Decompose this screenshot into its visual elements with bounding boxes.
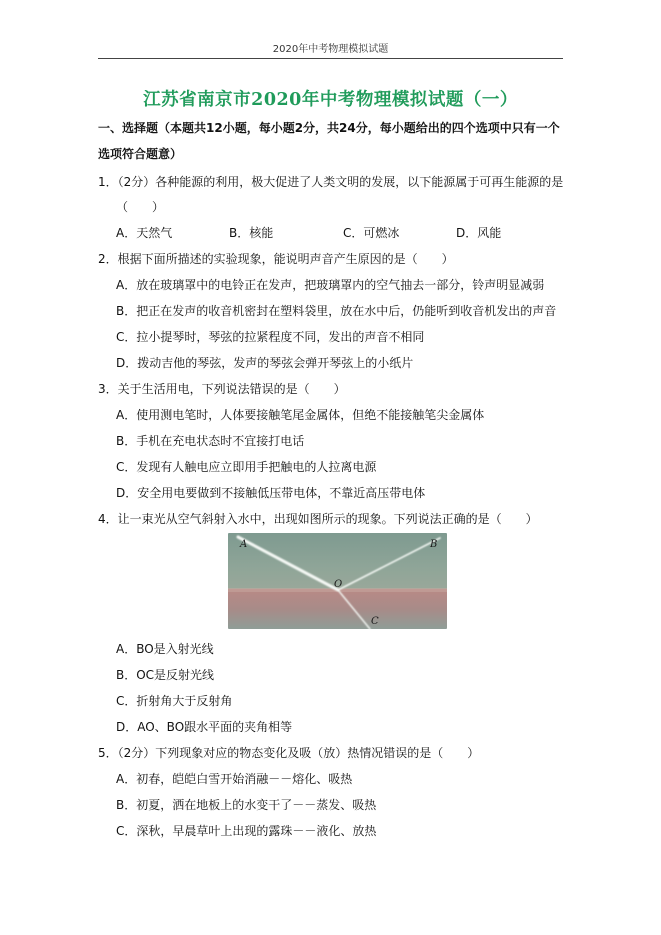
figure-label-o: O [334,579,343,590]
q4-option-a: A．BO是入射光线 [116,642,214,656]
q1-paren: （ ） [116,200,165,214]
q2-option-b: B．把正在发声的收音机密封在塑料袋里，放在水中后，仍能听到收音机发出的声音 [116,304,557,318]
section-heading-line1: 一、选择题（本题共12小题，每小题2分，共24分，每小题给出的四个选项中只有一个 [98,121,560,135]
page-header: 2020年中考物理模拟试题 [272,44,389,55]
q1-option-c: C．可燃冰 [343,226,400,240]
q1-option-b: B．核能 [229,226,274,240]
q3-option-a: A．使用测电笔时，人体要接触笔尾金属体，但绝不能接触笔尖金属体 [116,408,485,422]
q1-stem: 1．（2分）各种能源的利用，极大促进了人类文明的发展，以下能源属于可再生能源的是 [98,175,564,189]
q1-option-a: A．天然气 [116,226,173,240]
q2-stem: 2．根据下面所描述的实验现象，能说明声音产生原因的是（ ） [98,252,454,266]
figure-label-c: C [371,616,379,627]
q2-option-a: A．放在玻璃罩中的电铃正在发声，把玻璃罩内的空气抽去一部分，铃声明显减弱 [116,278,545,292]
refraction-photo [228,533,447,629]
q3-option-d: D．安全用电要做到不接触低压带电体，不靠近高压带电体 [116,486,426,500]
q2-option-c: C．拉小提琴时，琴弦的拉紧程度不同，发出的声音不相同 [116,330,425,344]
q3-option-b: B．手机在充电状态时不宜接打电话 [116,434,305,448]
q5-option-a: A．初春，皑皑白雪开始消融－－熔化、吸热 [116,772,353,786]
q4-option-d: D．AO、BO跟水平面的夹角相等 [116,720,293,734]
q4-stem: 4．让一束光从空气斜射入水中，出现如图所示的现象。下列说法正确的是（ ） [98,512,538,526]
q4-option-b: B．OC是反射光线 [116,668,215,682]
q4-option-c: C．折射角大于反射角 [116,694,233,708]
figure-label-b: B [430,539,438,550]
header-rule [98,58,563,59]
q5-stem: 5．（2分）下列现象对应的物态变化及吸（放）热情况错误的是（ ） [98,746,480,760]
q5-option-c: C．深秋，早晨草叶上出现的露珠－－液化、放热 [116,824,377,838]
figure-label-a: A [240,539,248,550]
q3-option-c: C．发现有人触电应立即用手把触电的人拉离电源 [116,460,377,474]
document-title: 江苏省南京市2020年中考物理模拟试题（一） [143,90,518,110]
q2-option-d: D．拨动吉他的琴弦，发声的琴弦会弹开琴弦上的小纸片 [116,356,414,370]
q1-option-d: D．风能 [456,226,502,240]
q5-option-b: B．初夏，洒在地板上的水变干了－－蒸发、吸热 [116,798,377,812]
q3-stem: 3．关于生活用电，下列说法错误的是（ ） [98,382,346,396]
section-heading-line2: 选项符合题意） [98,147,183,161]
